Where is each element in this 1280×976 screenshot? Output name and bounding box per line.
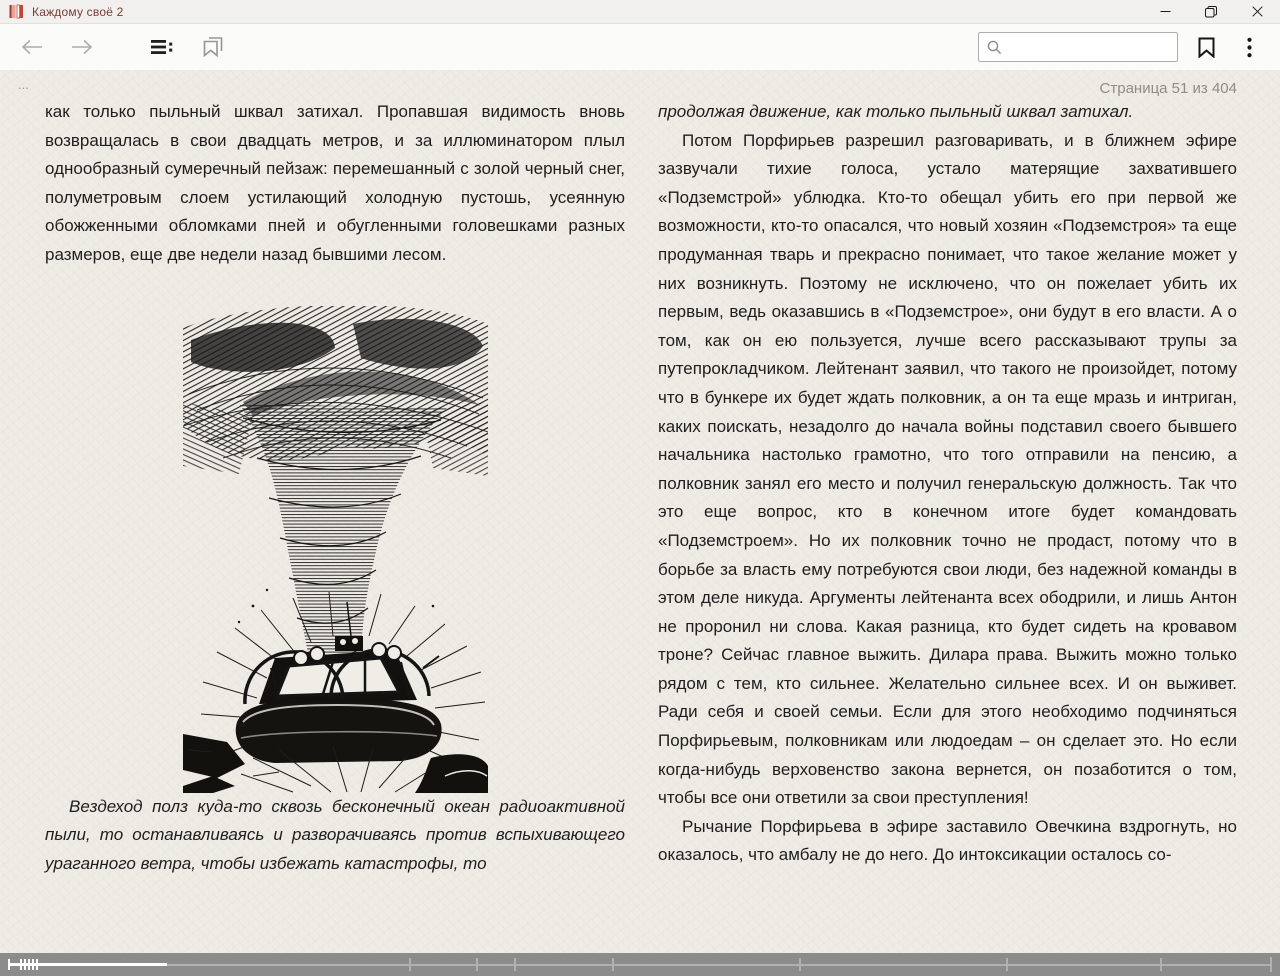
last-paragraph: Рычание Порфирьева в эфире заставило Овечкина вздрогнуть, но оказалось, что амбалу не до него. До интоксикации осталось со- bbox=[658, 816, 1237, 865]
book-illustration bbox=[183, 306, 488, 793]
search-icon bbox=[987, 40, 1002, 55]
toolbar bbox=[0, 24, 1280, 70]
continuation-paragraph: продолжая движение, как только пыльный шквал затихал. bbox=[658, 102, 1134, 121]
chapter-ellipsis: ... bbox=[18, 77, 29, 92]
progress-track bbox=[8, 964, 1272, 966]
left-page-column bbox=[45, 98, 625, 878]
left-paragraph: как только пыльный шквал затихал. Пропавшая видимость вновь возвращалась в свои двадцать метров, и за иллюминатором плыл однообразный сумеречный пейзаж: перемешанный с золой черный снег, полуметровым слоем устилающий холодную пустошь, усеянную обожженными обломками пней и обугленными головешками разных размеров, еще две недели назад бывшими лесом. bbox=[45, 102, 625, 264]
app-icon bbox=[9, 4, 24, 19]
search-box bbox=[978, 32, 1178, 62]
titlebar bbox=[0, 0, 1280, 24]
main-paragraph: Потом Порфирьев разрешил разговаривать, и в ближнем эфире зазвучали тихие голоса, устало матерящие захватившего «Подземстрой» ублюдка. Кто-то обещал убить его при первой же возможности, кто-то опасался, что новый хозяин «Подземстроя» та еще продуманная тварь и прекрасно понимает, что такое желание может у них возникнуть. Поэтому не исключено, что он пожелает убить их первым, ведь оказавшись в «Подземстрое», они будут в его власти. А о том, как он ею пользуется, лучше всего рассказывают трупы за путепрокладчиком. Лейтенант заявил, что такого не произойдет, потому что в бункере их будет ждать полковник, а он та еще мразь и интриган, каких поискать, незадолго до начала войны подставил своего бывшего начальника настолько грамотно, что того отправили на пенсию, а полковник занял его место и получил генеральскую должность. Так что это еще вопрос, кто в конечном итоге будет командовать «Подземстроем». Но их полковник точно не продаст, потому что в борьбе за власть ему потребуются свои люди, без надежной команды в этом деле никуда. Аргументы лейтенанта всех ободрили, и лишь Антон не проронил ни слова. Какая разница, кто будет сидеть на кровавом троне? Сейчас главное выжить. Дилара права. Выжить можно только рядом с тем, кто сильнее. Желательно сильнее всех. И он выживет. Ради себя и своей семьи. Если для этого необходимо подчиняться Порфирьевым, полковникам или людоедам – он сделает это. Но если когда-нибудь верховенство закона вернется, он позаботится о том, чтобы все они ответили за свои преступления! bbox=[658, 130, 1237, 808]
forward-button[interactable] bbox=[62, 31, 102, 63]
window-controls bbox=[1142, 0, 1280, 23]
search-input[interactable] bbox=[1008, 35, 1188, 59]
back-button[interactable] bbox=[12, 31, 52, 63]
add-bookmark-icon[interactable] bbox=[1186, 31, 1226, 63]
restore-button[interactable] bbox=[1188, 0, 1234, 23]
reading-area bbox=[0, 70, 1280, 953]
progress-bar[interactable] bbox=[0, 953, 1280, 976]
page-indicator: Страница 51 из 404 bbox=[1099, 80, 1237, 97]
right-page-column bbox=[658, 98, 1237, 878]
close-button[interactable] bbox=[1234, 0, 1280, 23]
contents-icon[interactable] bbox=[144, 31, 180, 63]
minimize-button[interactable] bbox=[1142, 0, 1188, 23]
illustration-caption: Вездеход полз куда-то сквозь бесконечный океан радиоактивной пыли, то останавливаясь и разворачиваясь против вспыхивающего ураганного ветра, чтобы избежать катастрофы, то bbox=[45, 796, 625, 873]
window-title: Каждому своё 2 bbox=[32, 4, 124, 19]
bookmarks-list-icon[interactable] bbox=[194, 31, 230, 63]
kebab-menu-icon[interactable] bbox=[1232, 31, 1266, 63]
